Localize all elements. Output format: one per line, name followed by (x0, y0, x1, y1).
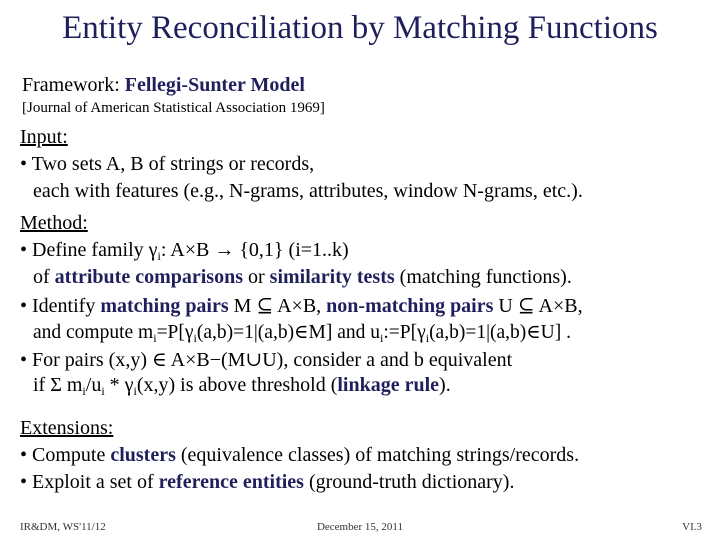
highlight-term: attribute comparisons (54, 266, 243, 288)
subscript: i (101, 384, 105, 398)
subscript: i (82, 384, 86, 398)
highlight-term: clusters (110, 444, 176, 466)
text: (a,b)=1|(a,b)∈U] . (429, 322, 572, 343)
subscript: i (425, 331, 430, 345)
framework-label: Framework: (22, 74, 125, 96)
subscript: i (193, 331, 197, 345)
subscript: i (157, 249, 161, 263)
framework-citation: [Journal of American Statistical Association 1969] (22, 100, 325, 116)
method-bullet-1-cont (33, 266, 572, 289)
text: and compute m (33, 322, 154, 343)
text: : A×B → {0,1} (i=1..k) (160, 239, 349, 261)
subscript: i (153, 331, 157, 345)
text: (matching functions). (394, 266, 572, 288)
highlight-term: matching pairs (100, 295, 229, 317)
input-bullet-cont: each with features (e.g., N-grams, attributes, window N-grams, etc.). (33, 180, 583, 202)
text: * (104, 374, 125, 396)
text: • Define family (20, 239, 149, 261)
input-bullet: • Two sets A, B of strings or records, (20, 153, 315, 175)
gamma-symbol: γ (124, 374, 134, 396)
gamma-symbol: γ (417, 322, 426, 343)
subscript: i (133, 384, 137, 398)
footer-date: December 15, 2011 (316, 521, 404, 533)
method-heading: Method: (20, 212, 88, 234)
slide-title: Entity Reconciliation by Matching Functions (62, 10, 658, 46)
highlight-term: reference entities (158, 471, 304, 493)
method-bullet-2-cont (33, 320, 571, 346)
gamma-symbol: γ (184, 322, 194, 343)
text: :=P[ (383, 322, 418, 343)
text: U ⊆ A×B, (493, 295, 583, 317)
text: (equivalence classes) of matching strings/records. (175, 444, 580, 466)
subscript: i (379, 331, 384, 345)
extensions-heading: Extensions: (20, 417, 114, 439)
text: • Identify (20, 295, 101, 317)
text: /u (85, 374, 102, 396)
highlight-term: non-matching pairs (326, 295, 494, 317)
text: M ⊆ A×B, (228, 295, 327, 317)
text: of (33, 266, 55, 288)
text: ). (439, 374, 451, 396)
extension-bullet-2 (20, 471, 514, 494)
text: if Σ m (33, 374, 83, 396)
footer-course: IR&DM, WS'11/12 (20, 521, 106, 533)
input-heading: Input: (20, 126, 68, 148)
method-bullet-1 (20, 239, 349, 264)
gamma-symbol: γ (148, 239, 158, 261)
text: =P[ (156, 322, 185, 343)
extension-bullet-1 (20, 444, 579, 467)
text: (ground-truth dictionary). (303, 471, 515, 493)
footer-page-number: VI.3 (682, 521, 702, 533)
highlight-term: similarity tests (269, 266, 395, 288)
text: (x,y) is above threshold ( (136, 374, 338, 396)
highlight-term: linkage rule (337, 374, 440, 396)
method-bullet-3-cont (33, 374, 451, 399)
method-bullet-3: • For pairs (x,y) ∈ A×B−(M∪U), consider a and b equivalent (20, 349, 513, 371)
framework-model: Fellegi-Sunter Model (124, 74, 305, 96)
framework-line (22, 74, 305, 97)
text: • Compute (20, 444, 111, 466)
text: • Exploit a set of (20, 471, 159, 493)
text: (a,b)=1|(a,b)∈M] and u (196, 322, 380, 343)
text: or (243, 266, 270, 288)
method-bullet-2 (20, 293, 583, 318)
